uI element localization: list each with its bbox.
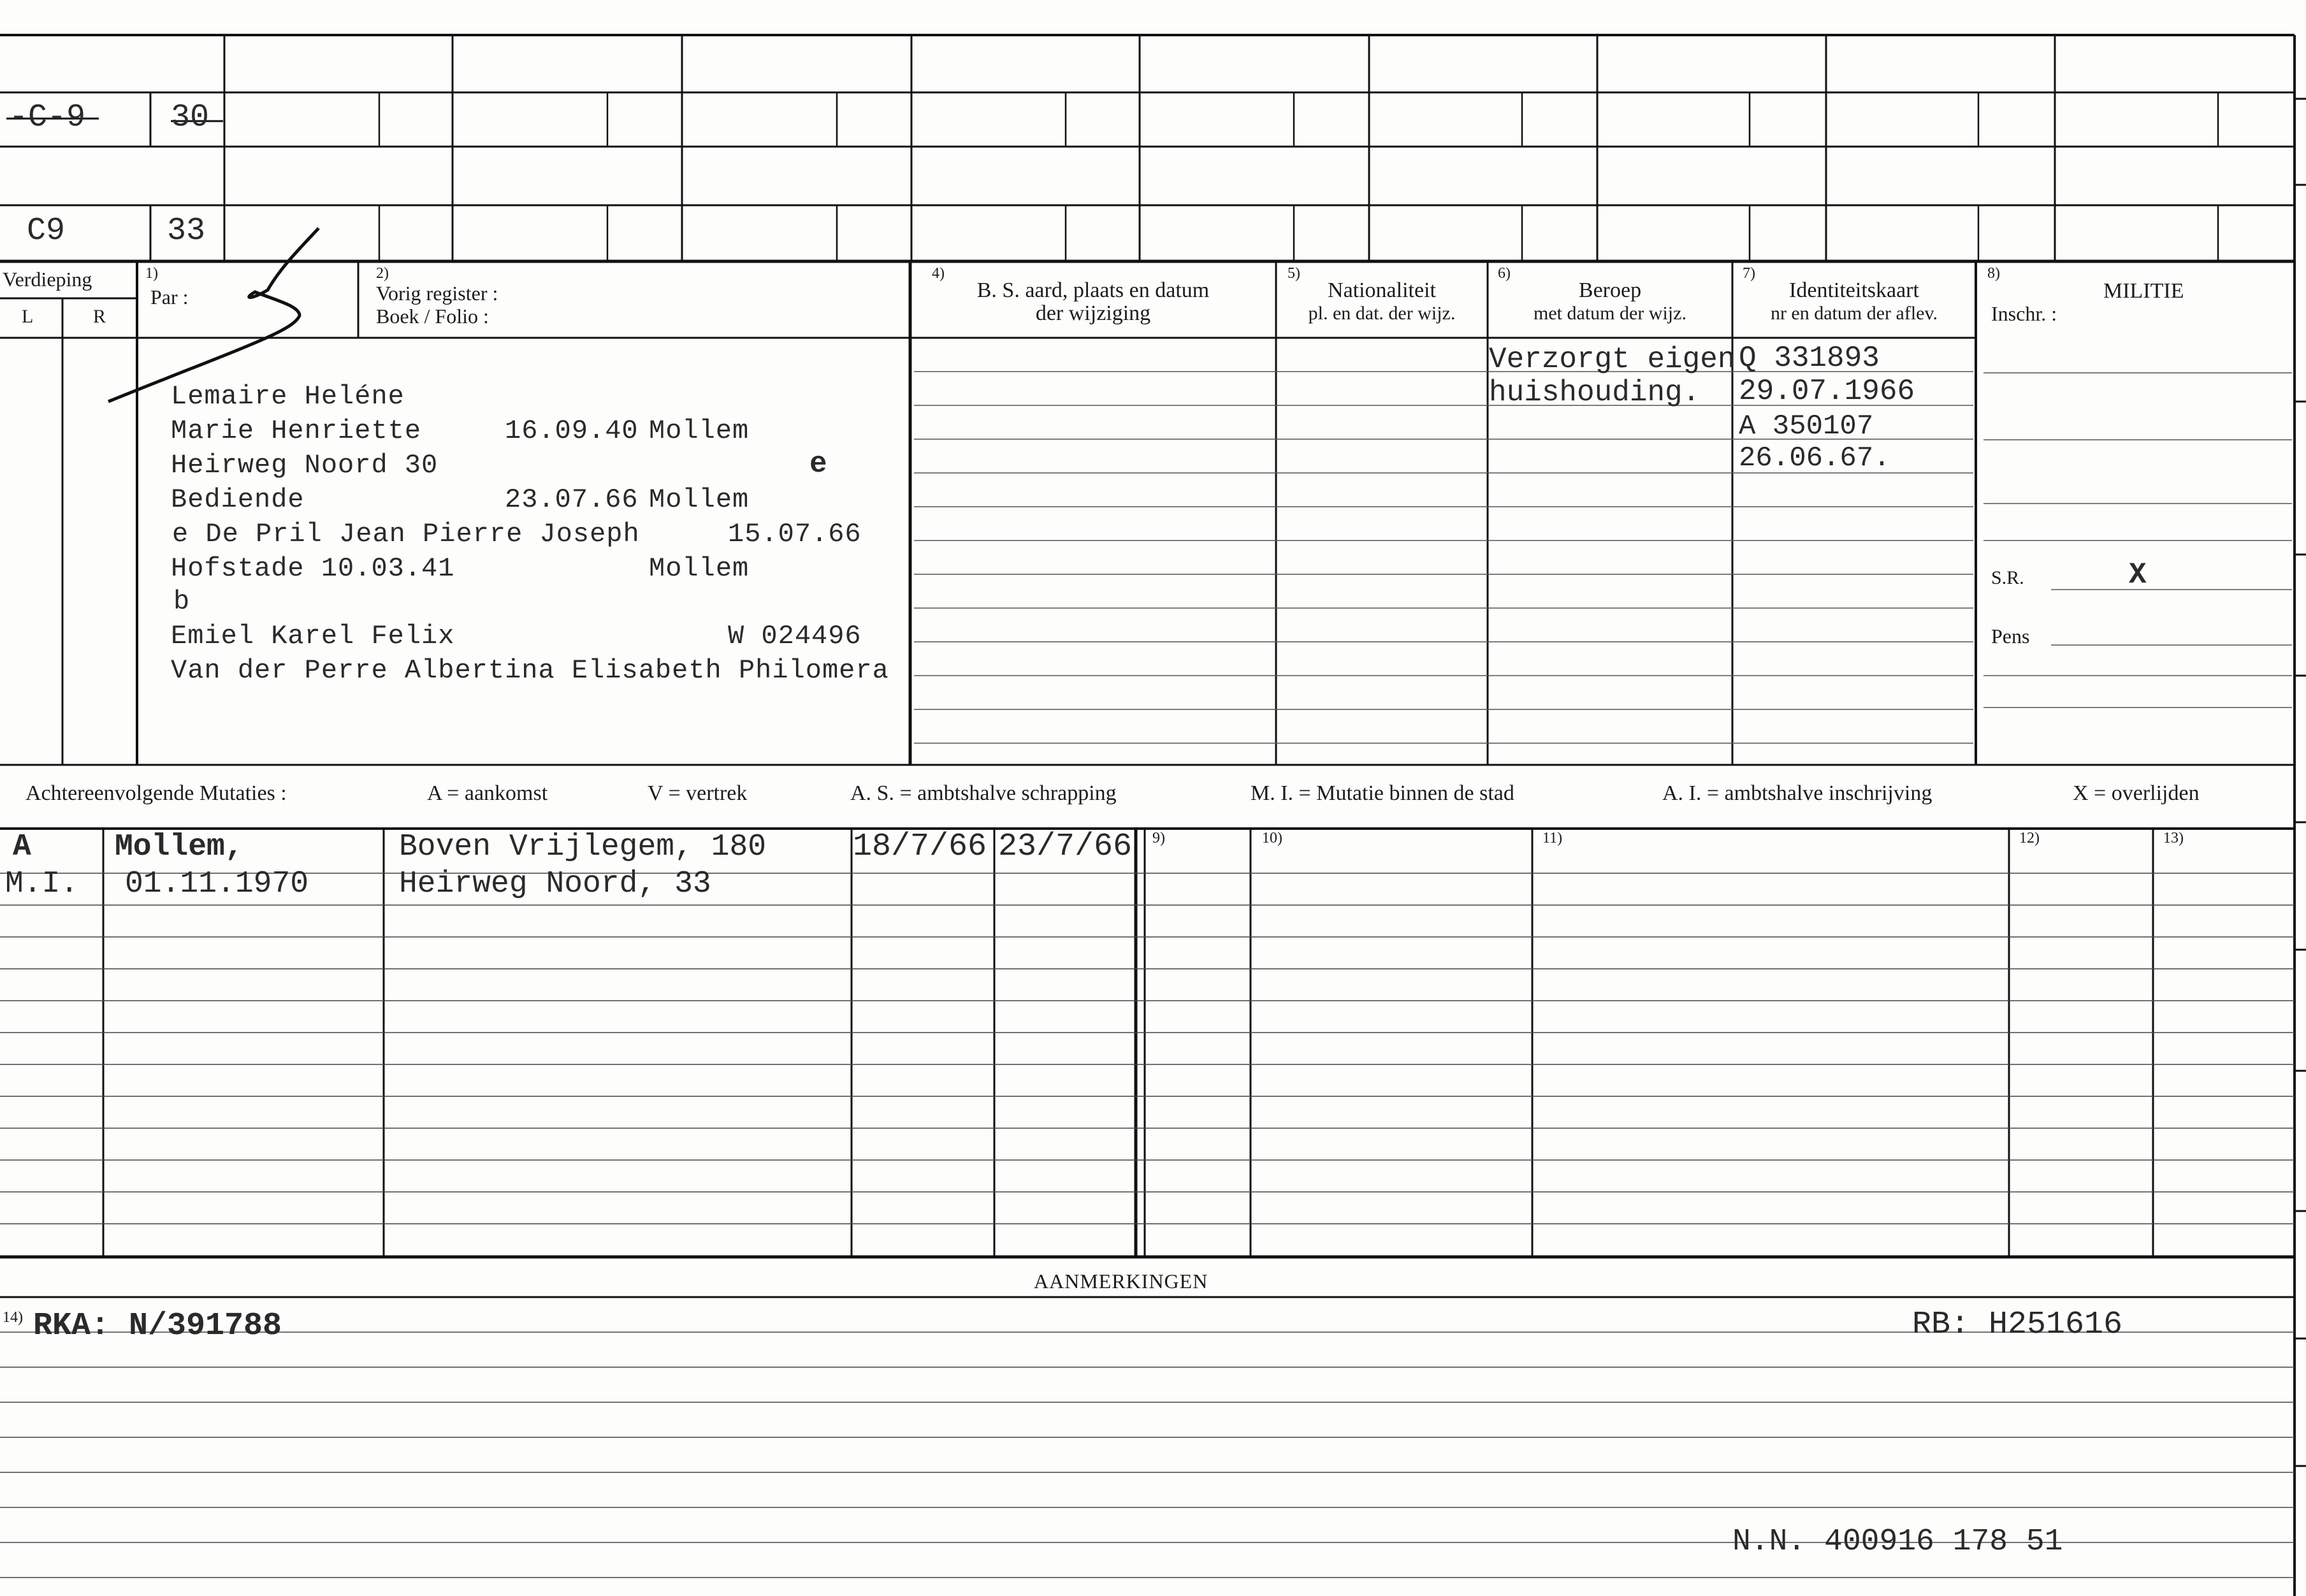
col-number-9: 9) [1152, 830, 1165, 846]
bs-header-line2: der wijziging [1035, 301, 1151, 325]
id-number: 7) [1743, 265, 1755, 282]
person-line-4: Bediende [171, 484, 305, 515]
mutation-place-2: 01.11.1970 [125, 867, 309, 901]
sr-label: S.R. [1991, 567, 2024, 588]
beroep-header-line1: Beroep [1578, 279, 1642, 302]
bs-header-line1: B. S. aard, plaats en datum [976, 279, 1210, 302]
house-number: 33 [167, 213, 206, 249]
spouse-place: Mollem [649, 553, 750, 584]
mutation-date-2: 23/7/66 [998, 829, 1133, 865]
beroep-number: 6) [1498, 265, 1511, 282]
birth-place: Mollem [649, 416, 750, 446]
mutation-address-1: Boven Vrijlegem, 180 [399, 830, 767, 864]
nat-header-line1: Nationaliteit [1328, 279, 1436, 302]
w-number: W 024496 [728, 621, 862, 651]
room-code: C9 [27, 213, 66, 249]
legend-aankomst: A = aankomst [427, 781, 548, 805]
inschr-label: Inschr. : [1991, 302, 2057, 325]
person-line-2: Marie Henriette [171, 416, 422, 446]
beroep-header-line2: met datum der wijz. [1534, 303, 1686, 324]
person-line-3: Heirweg Noord 30 [171, 450, 439, 481]
person-line-8: Emiel Karel Felix [171, 621, 455, 651]
beroep-line-1: Verzorgt eigen [1489, 343, 1736, 376]
person-line-6: Hofstade 10.03.41 [171, 553, 455, 584]
id-card-date-1: 29.07.1966 [1739, 375, 1915, 408]
left-label: L [22, 306, 34, 327]
col-number-13: 13) [2163, 830, 2184, 846]
verdieping-label: Verdieping [3, 268, 92, 291]
person-suffix-e: e [809, 447, 827, 481]
mutation-code-2: M.I. [5, 867, 79, 901]
sr-mark: X [2129, 558, 2147, 591]
rka-number: RKA: N/391788 [33, 1308, 282, 1344]
id-card-number-1: Q 331893 [1739, 342, 1880, 375]
col-number-11: 11) [1542, 830, 1563, 846]
mutation-code-1: A [13, 830, 31, 864]
id-header-line2: nr en datum der aflev. [1770, 303, 1938, 324]
militie-label: MILITIE [2103, 279, 2184, 303]
col-number-10: 10) [1262, 830, 1282, 846]
beroep-line-2: huishouding. [1489, 376, 1700, 409]
remarks-number: 14) [3, 1309, 23, 1326]
job-place: Mollem [649, 484, 750, 515]
id-header-line1: Identiteitskaart [1789, 279, 1919, 302]
birth-date: 16.09.40 [505, 416, 639, 446]
rb-number: RB: H251616 [1912, 1307, 2123, 1343]
id-card-number-2: A 350107 [1739, 410, 1874, 442]
person-line-5: e De Pril Jean Pierre Joseph [172, 519, 640, 549]
legend-inschrijving: A. I. = ambtshalve inschrijving [1662, 781, 1933, 805]
vorig-number: 2) [376, 265, 389, 282]
militie-number: 8) [1987, 265, 2000, 282]
nat-number: 5) [1287, 265, 1300, 282]
right-label: R [93, 306, 106, 327]
mutation-date-1: 18/7/66 [853, 829, 987, 865]
vorig-register-label: Vorig register : [376, 282, 498, 305]
remarks-title: AANMERKINGEN [1034, 1270, 1208, 1293]
boek-folio-label: Boek / Folio : [376, 305, 489, 328]
par-label: Par : [150, 286, 189, 308]
legend-schrapping: A. S. = ambtshalve schrapping [850, 781, 1117, 805]
legend-vertrek: V = vertrek [648, 781, 748, 805]
person-line-9: Van der Perre Albertina Elisabeth Philomera [171, 655, 889, 686]
old-room-code: -C-9 [9, 99, 86, 136]
old-house-number: 30 [171, 99, 210, 136]
marriage-date: 15.07.66 [728, 519, 862, 549]
mutation-address-2: Heirweg Noord, 33 [399, 867, 711, 901]
nat-header-line2: pl. en dat. der wijz. [1308, 303, 1456, 324]
legend-mutatie: M. I. = Mutatie binnen de stad [1251, 781, 1514, 805]
job-date: 23.07.66 [505, 484, 639, 515]
person-line-1: Lemaire Heléne [171, 381, 405, 412]
mutaties-title: Achtereenvolgende Mutaties : [25, 781, 287, 805]
id-card-date-2: 26.06.67. [1739, 442, 1890, 474]
col-number-12: 12) [2019, 830, 2040, 846]
legend-overlijden: X = overlijden [2073, 781, 2200, 805]
par-number: 1) [145, 265, 158, 282]
person-line-7: b [173, 586, 191, 617]
mutation-place-1: Mollem, [115, 830, 243, 864]
national-number: N.N. 400916 178 51 [1732, 1525, 2063, 1559]
bs-number: 4) [932, 265, 945, 282]
pens-label: Pens [1991, 625, 2030, 648]
